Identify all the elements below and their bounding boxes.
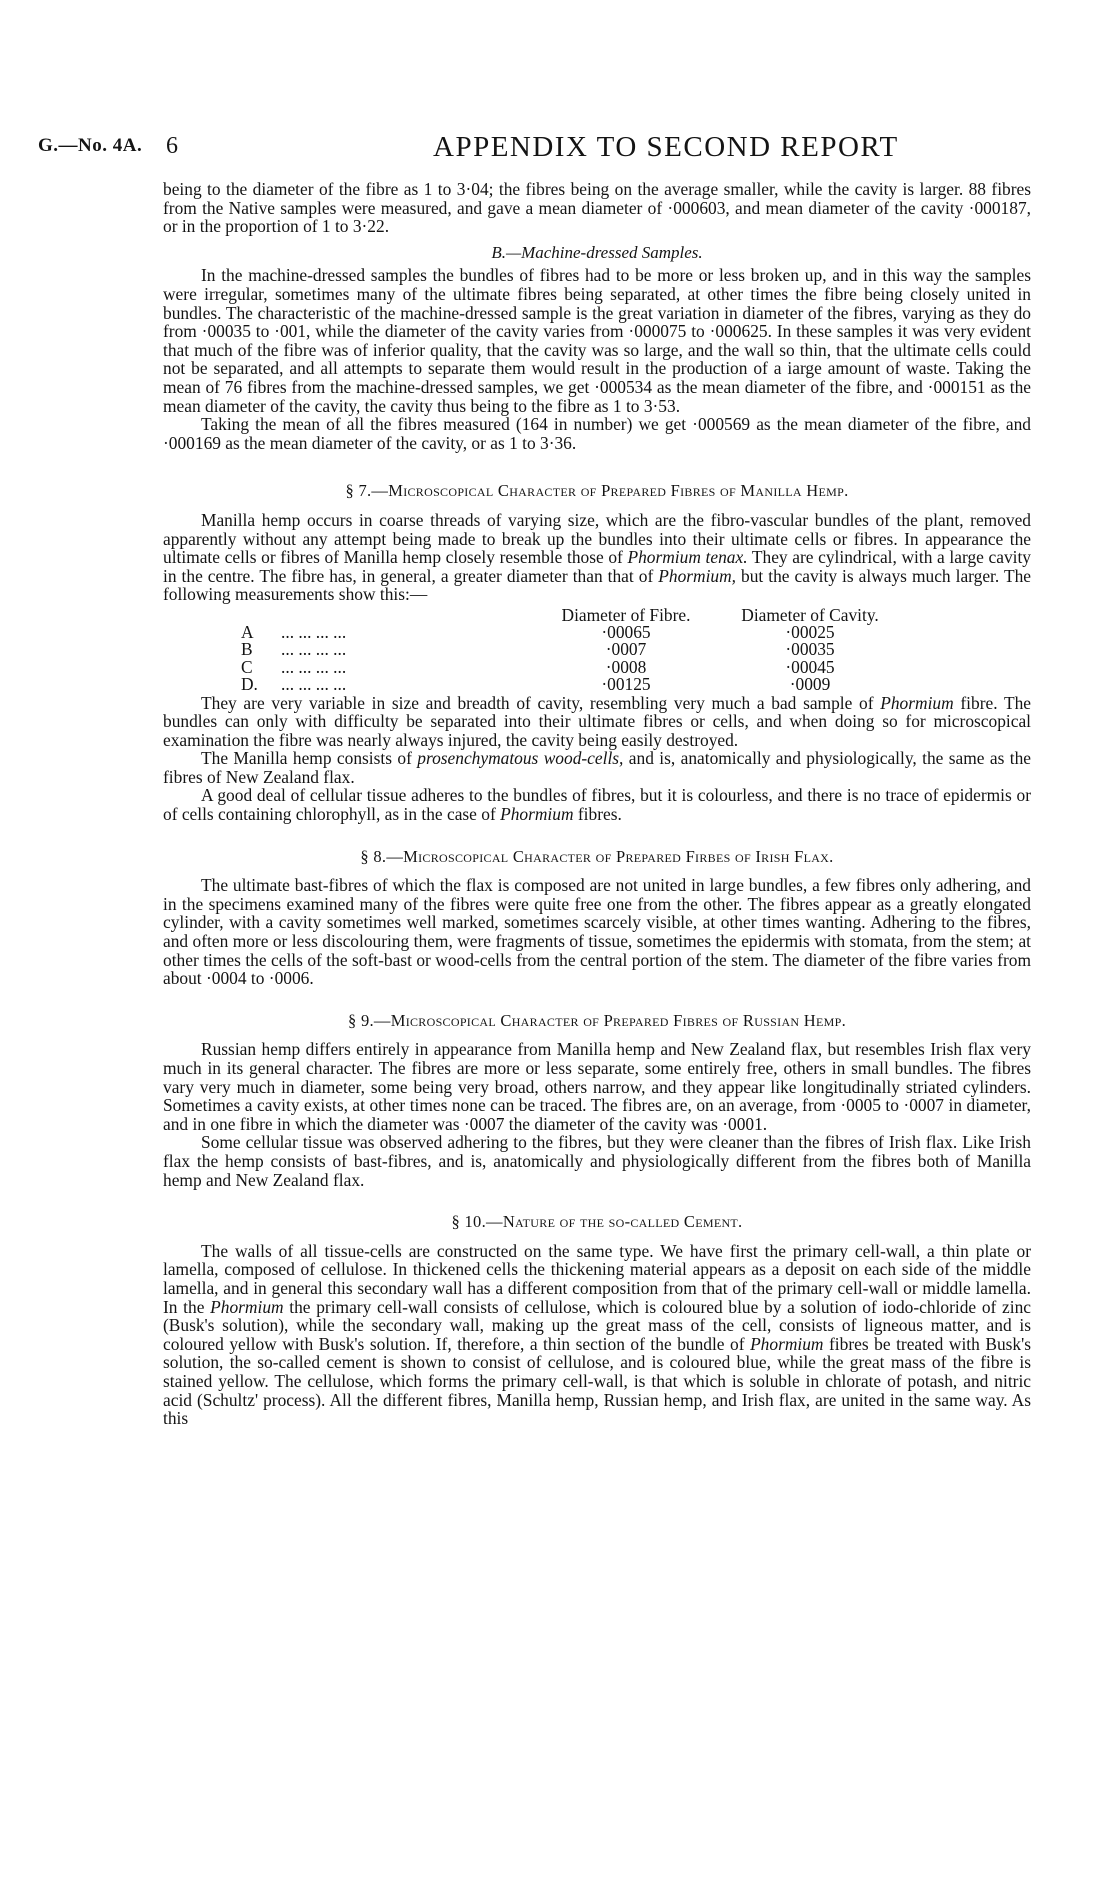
text-run: fibres be treated with Busk's solution, the so-called cement is shown to consist of cellulose, and is coloured blue, while the great mass of the fibre is stained yellow. The cellulose, which forms the primary cell-wall, is that which is soluble in chlorate of potash, and nitric acid (Schultz' process). All the different fibres, Manilla hemp, Russian hemp, and Irish flax, are united in the same way. As this [163,1333,1031,1429]
section-7-paragraph-1 [163,511,1031,604]
cavity-diameter: ·00045 [785,656,835,677]
leader-dots: ... ... ... ... [281,674,347,695]
fibre-diameter: ·0008 [605,656,647,677]
page-header [38,131,1038,165]
page-number: 6 [166,133,178,159]
column-header-fibre: Diameter of Fibre. [561,604,691,625]
intro-paragraph: being to the diameter of the fibre as 1 to 3·04; the fibres being on the average smaller, while the cavity is larger. 88 fibres from the Native samples were measured, and gave a mean diameter of ·000603, and mean diameter of the cavity ·000187, or in the proportion of 1 to 3·22. [163,179,1031,237]
machine-dressed-paragraph-2: Taking the mean of all the fibres measured (164 in number) we get ·000569 as the mean diameter of the fibre, and ·000169 as the mean diameter of the cavity, or as 1 to 3·36. [163,414,1031,453]
machine-dressed-heading: B.—Machine-dressed Samples. [491,242,703,262]
cavity-diameter: ·00025 [785,621,835,642]
text-run: They are very variable in size and breadth of cavity, resembling very much a bad sample of [201,692,881,713]
section-7-heading: § 7.—Microscopical Character of Prepared Fibres of Manilla Hemp. [345,481,849,501]
text-run: The walls of all tissue-cells are constructed on the same type. We have first the primary cell-wall, a thin plate or lamella, composed of cellulose. In thickened cells the thickening material appears as a deposit on each side of the middle lamella, and in general this secondary wall has a different composition from that of the primary cell-wall or middle lamella. In the [163,1240,1031,1317]
section-10-paragraph [163,1242,1031,1428]
italic-term: Phormium tenax. [627,547,748,568]
section-8-heading: § 8.—Microscopical Character of Prepared Firbes of Irish Flax. [360,846,834,866]
section-7-paragraph-3 [163,749,1031,786]
section-9-heading: § 9.—Microscopical Character of Prepared Fibres of Russian Hemp. [347,1010,847,1030]
sample-label: A [241,621,254,642]
italic-term: Phormium, [658,565,737,586]
italic-term: Phormium [750,1333,824,1354]
fibre-diameter: ·0007 [605,639,647,660]
section-9-paragraph-2: Some cellular tissue was observed adhering to the fibres, but they were cleaner than the fibres of Irish flax. Like Irish flax the hemp consists of bast-fibres, and is, anatomically and physiologically different from the fibres both of Manilla hemp and New Zealand flax. [163,1132,1031,1190]
text-run: the primary cell-wall consists of cellulose, which is coloured blue by a solution of iodo-chloride of zinc (Busk's solution), while the secondary wall, making up the great mass of the cell, consists of ligneous matter, and is coloured yellow with Busk's solution. If, therefore, a thin section of the bundle of [163,1296,1031,1354]
running-title: APPENDIX TO SECOND REPORT [433,131,899,163]
text-run: and is, anatomically and physiologically, the same as the fibres of New Zealand flax. [163,748,1031,787]
section-9-paragraph-1: Russian hemp differs entirely in appearance from Manilla hemp and New Zealand flax, but resembles Irish flax very much in its general character. The fibres are more or less separate, some entirely free, others in small bundles. The fibres vary very much in diameter, some being very broad, others narrow, and they appear like longitudinally striated cylinders. Sometimes a cavity exists, at other times none can be traced. The fibres are, on an average, from ·0005 to ·0007 in diameter, and in one fibre in which the diameter was ·0007 the diameter of the cavity was ·0001. [163,1039,1031,1134]
text-run: The Manilla hemp consists of [201,748,418,769]
text-run: Manilla hemp occurs in coarse threads of varying size, which are the fibro-vascular bundles of the plant, removed apparently without any attempt being made to break up the bundles into their ultimate cells or fibres. In appearance the ultimate cells or fibres of Manilla hemp closely resemble those of [163,509,1031,568]
italic-term: Phormium [500,804,574,825]
fibre-diameter: ·00125 [601,674,651,695]
italic-term: Phormium [880,692,954,713]
leader-dots: ... ... ... ... [281,639,347,660]
sample-label: C [241,656,253,677]
section-7-paragraph-2 [163,694,1031,750]
machine-dressed-paragraph-1: In the machine-dressed samples the bundles of fibres had to be more or less broken up, and in this way the samples were irregular, sometimes many of the ultimate fibres being separated, at other times the fibre being closely united in bundles. The characteristic of the machine-dressed sample is the great variation in diameter of the fibres, varying as they do from ·00035 to ·001, while the diameter of the cavity varies from ·000075 to ·000625. In these samples it was very evident that much of the fibre was of inferior quality, that the cavity was so large, and the wall so thin, that the ultimate cells could not be separated, and all attempts to separate them would result in the production of a iarge amount of waste. Taking the mean of 76 fibres from the machine-dressed samples, we get ·000534 as the mean diameter of the fibre, and ·000151 as the mean diameter of the cavity, the cavity thus being to the fibre as 1 to 3·53. [163,265,1031,416]
text-run: but the cavity is always much larger. The following measurements show this:— [163,565,1031,605]
measurements-table [163,606,905,694]
cavity-diameter: ·00035 [785,639,835,660]
text-run: They are cylindrical, with a large cavity in the centre. The fibre has, in general, a greater diameter than that of [163,547,1031,586]
text-run: fibre. The bundles can only with difficulty be separated into their ultimate fibres or cells, and when doing so for microscopical examination the fibre was nearly always injured, the cavity being easily destroyed. [163,692,1031,750]
section-7-paragraph-4 [163,786,1031,823]
leader-dots: ... ... ... ... [281,656,347,677]
document-body [163,180,1031,1428]
cavity-diameter: ·0009 [789,674,831,695]
italic-term: prosenchymatous wood-cells, [417,748,624,769]
section-8-paragraph: The ultimate bast-fibres of which the flax is composed are not united in large bundles, a few fibres only adhering, and in the specimens examined many of the fibres were quite free one from the other. The fibres appear as a greatly elongated cylinder, with a cavity sometimes well marked, sometimes scarcely visible, at other times wanting. Adhering to the fibres, and often more or less discolouring them, were fragments of tissue, sometimes the epidermis with stomata, from the stem; at other times the cells of the soft-bast or wood-cells from the central portion of the stem. The diameter of the fibre varies from about ·0004 to ·0006. [163,875,1031,989]
sample-label: D. [241,674,258,695]
section-10-heading: § 10.—Nature of the so-called Cement. [451,1212,743,1232]
fibre-diameter: ·00065 [601,621,651,642]
text-run: A good deal of cellular tissue adheres to the bundles of fibres, but it is colourless, and there is no trace of epidermis or of cells containing chlorophyll, as in the case of [163,785,1031,825]
text-run: fibres. [573,804,622,825]
leader-dots: ... ... ... ... [281,621,347,642]
column-header-cavity: Diameter of Cavity. [741,604,879,625]
sample-label: B [241,639,253,660]
document-reference: G.—No. 4A. [38,135,143,156]
table-row [163,676,905,693]
italic-term: Phormium [210,1296,284,1317]
